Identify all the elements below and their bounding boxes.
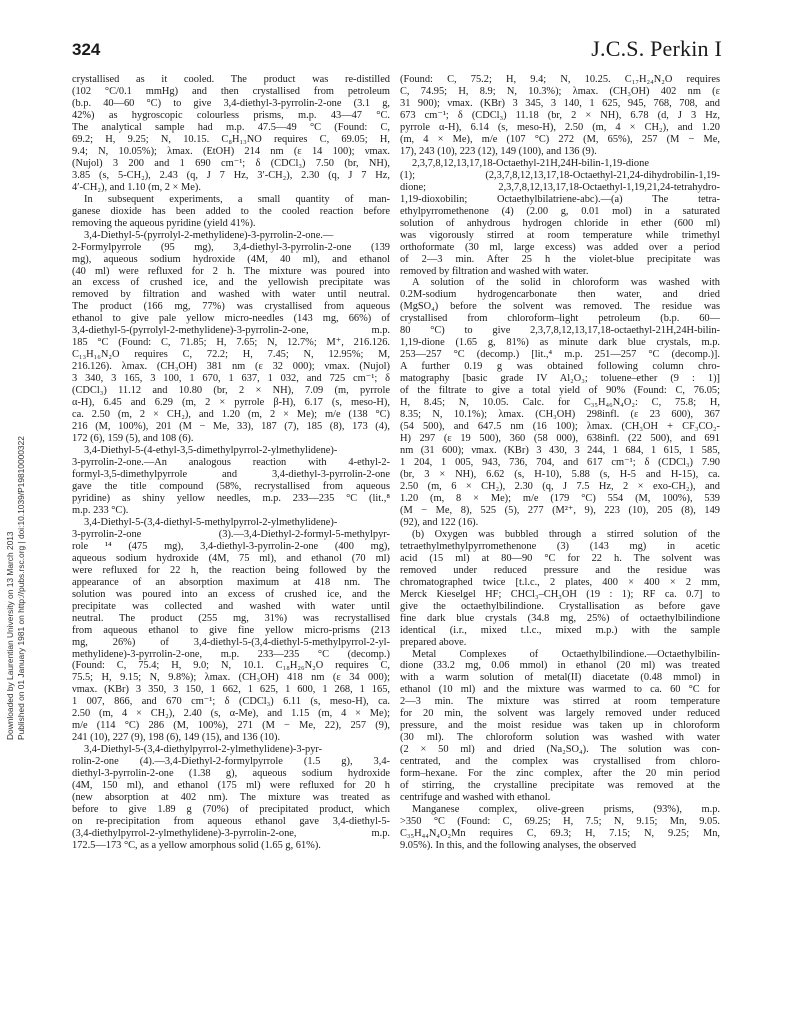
- text-line: 2-Formylpyrrole (95 mg), 3,4-diethyl-3-pyrrolin-2-one (139: [72, 241, 390, 253]
- text-line: Metal Complexes of Octaethylbilindione.—Octaethylbilin-: [412, 648, 720, 660]
- paragraph: [400, 158, 720, 278]
- text-line: (Found: C, 75.2; H, 9.4; N, 10.25. C₁₇H₂₄N₂O requires: [400, 74, 720, 85]
- text-line: (M − Me, 8), 525 (5), 277 (M²⁺, 9), 223 (10), 205 (8), 149: [400, 504, 720, 516]
- text-line: pressure, and the moist residue was taken up in chloroform: [400, 720, 720, 732]
- text-line: α-H), 6.45 and 6.29 (m, 2 × pyrrole β-H), 6.17 (s, meso-H),: [72, 397, 390, 409]
- download-watermark: [2, 120, 28, 740]
- text-line: for 20 min, the solvent was largely removed under reduced: [400, 708, 720, 720]
- text-line: 3,4-Diethyl-5-(3,4-diethylpyrrol-2-ylmethylidene)-3-pyr-: [84, 744, 323, 756]
- text-line: (54 500), and 647.5 nm (16 100); λmax. (CH₃OH + CF₃CO₂-: [400, 421, 720, 433]
- text-line: nm (31 600); νmax. (KBr) 3 430, 3 244, 1 684, 1 615, 1 585,: [400, 445, 720, 457]
- text-line: pyridine) as shiny yellow needles, m.p. 233—235 °C (lit.,⁸: [72, 492, 390, 504]
- text-line: 216 (M, 100%), 201 (M − Me, 33), 187 (7), 185 (8), 173 (4),: [72, 421, 390, 433]
- text-line: ethanol to give pale yellow micro-needles (143 mg, 66%) of: [72, 313, 390, 325]
- text-line: rolin-2-one (4).—3,4-Diethyl-2-formylpyrrole (1.5 g), 3,4-: [72, 756, 390, 768]
- text-line: centrifuge and washed with ethanol.: [400, 792, 551, 804]
- text-line: crystallised as it cooled. The product was re-distilled: [72, 74, 390, 85]
- text-line: H, 8.45; N, 10.05. Calc. for C₃₅H₄₆N₄O₂: C, 75.8; H,: [400, 397, 720, 409]
- text-line: C₃₅H₄₄N₄O₂Mn requires C, 69.3; H, 7.15; N, 9.25; Mn,: [400, 828, 720, 840]
- right-column: [400, 74, 720, 852]
- text-line: A solution of the solid in chloroform was washed with: [412, 277, 720, 289]
- text-line: 1 204, 1 005, 943, 736, 704, and 617 cm⁻¹; δ (CDCl₃) 7.90: [400, 457, 720, 468]
- text-line: 1 007, 866, and 670 cm⁻¹; δ (CDCl₃) 6.11 (s, meso-H), ca.: [72, 696, 390, 708]
- text-line: (40 ml) were refluxed for 2 h. The mixture was poured into: [72, 265, 390, 277]
- text-line: 172.5—173 °C, as a yellow amorphous solid (1.65 g, 61%).: [72, 840, 321, 851]
- text-line: 1,19-dione (1.65 g, 81%) as minute dark blue crystals, m.p.: [400, 337, 720, 349]
- text-line: 2—3 min. The mixture was stirred at room temperature: [400, 696, 720, 708]
- text-line: (br, 3 × NH), 6.62 (s, H-10), 5.88 (s, H-5 and H-15), ca.: [400, 468, 720, 480]
- text-line: 216.126). λmax. (CH₃OH) 381 nm (ε 32 000); νmax. (Nujol): [72, 361, 390, 373]
- text-line: (Nujol) 3 200 and 1 690 cm⁻¹; δ (CDCl₃) 7.50 (br, NH),: [72, 157, 390, 169]
- text-line: 4′-CH₂), and 1.10 (m, 2 × Me).: [72, 181, 201, 193]
- text-line: In subsequent experiments, a small quantity of man-: [84, 193, 390, 205]
- text-line: C₁₃H₁₆N₂O requires C, 72.2; H, 7.45; N, 12.95%; M,: [72, 349, 390, 361]
- text-line: 8.35; N, 10.1%); λmax. (CH₃OH) 298infl. (ε 23 600), 367: [400, 409, 720, 421]
- text-line: 185 °C (Found: C, 71.85; H, 7.65; N, 12.7%; M⁺, 216.126.: [72, 337, 390, 349]
- text-line: mg), aqueous sodium hydroxide (4M, 40 ml), and ethanol: [72, 253, 390, 265]
- text-line: 3,4-Diethyl-5-(3,4-diethyl-5-methylpyrrol-2-ylmethylidene)-: [84, 516, 338, 528]
- text-line: pyrrole α-H), 6.14 (s, meso-H), 2.50 (m, 4 × CH₂), and 1.20: [400, 121, 720, 133]
- text-line: were refluxed for 22 h, the reaction being followed by the: [72, 564, 390, 576]
- text-line: 2.50 (m, 4 × CH₂), 2.40 (s, α-Me), and 1.15 (m, 4 × Me);: [72, 708, 390, 720]
- text-line: fine dark blue crystals (34.8 mg, 25%) of octaethylbilindione: [400, 612, 720, 624]
- downloaded-notice: Downloaded by Laurentian University on 13 March 2013: [5, 531, 15, 740]
- text-line: 3.85 (s, 5-CH₂), 2.43 (q, J 7 Hz, 3′-CH₂), 2.30 (q, J 7 Hz,: [72, 169, 390, 181]
- text-line: dione (33.2 mg, 0.06 mmol) in ethanol (20 ml) was treated: [400, 660, 720, 672]
- text-line: before to give 1.89 g (70%) of precipitated product, which: [72, 804, 390, 816]
- text-line: 69.2; H, 9.25; N, 10.15. C₈H₁₃NO requires C, 69.05; H,: [72, 133, 390, 145]
- page-number: 324: [72, 40, 101, 59]
- text-line: removed by filtration and washed with water until neutral.: [72, 289, 390, 301]
- text-line: 1.20 (m, 8 × Me); m/e (179 °C) 554 (M, 100%), 539: [400, 492, 720, 504]
- paragraph: [72, 744, 390, 852]
- text-line: prepared above.: [400, 636, 467, 648]
- text-line: (MgSO₄) before the solvent was removed. The residue was: [400, 301, 720, 313]
- published-notice: Published on 01 January 1981 on http://pubs.rsc.org | doi:10.1039/P19810000322: [16, 436, 26, 740]
- text-line: 241 (10), 227 (9), 198 (6), 149 (15), and 136 (10).: [72, 732, 281, 744]
- text-line: 17), 243 (10), 223 (12), 149 (100), and 136 (9).: [400, 145, 597, 157]
- text-line: 0.2M-sodium hydrogencarbonate then water, and dried: [400, 289, 720, 301]
- text-line: of the filtrate to give a total yield of 90% (Found: C, 76.05;: [400, 385, 720, 397]
- text-line: H) 297 (ε 19 500), 360 (58 000), 638infl. (22 500), and 691: [400, 433, 720, 445]
- text-line: (92), and 122 (16).: [400, 516, 479, 528]
- text-line: solution of anhydrous hydrogen chloride in ether (600 ml): [400, 217, 720, 229]
- text-line: methylidene)-3-pyrrolin-2-one, m.p. 233—235 °C (decomp.): [72, 648, 390, 660]
- text-line: νmax. (KBr) 3 350, 3 150, 1 662, 1 625, 1 600, 1 268, 1 165,: [72, 684, 390, 696]
- text-line: ganese dioxide has been added to the cooled reaction before: [72, 205, 390, 217]
- text-line: centrated, and the complex was crystallised from chloro-: [400, 756, 720, 768]
- text-line: from aqueous ethanol to give fine yellow micro-prisms (213: [72, 624, 390, 636]
- text-line: removed under reduced pressure and the residue was: [400, 564, 720, 576]
- text-line: 42%) as hygroscopic colourless prisms, m.p. 43—47 °C.: [72, 109, 390, 121]
- text-line: role ¹⁴ (475 mg), 3,4-diethyl-3-pyrrolin-2-one (400 mg),: [72, 540, 390, 552]
- text-line: 673 cm⁻¹; δ (CDCl₃) 11.18 (br, 2 × NH), 6.78 (d, J 3 Hz,: [400, 109, 720, 121]
- text-line: ethanol (10 ml) and the mixture was warmed to ca. 60 °C for: [400, 684, 720, 696]
- text-line: 3,4-Diethyl-5-(4-ethyl-3,5-dimethylpyrrol-2-ylmethylidene)-: [84, 445, 338, 457]
- text-line: Manganese complex, olive-green prisms, (93%), m.p.: [412, 804, 720, 816]
- paragraph: [72, 194, 390, 230]
- text-line: (3,4-diethylpyrrol-2-ylmethylidene)-3-pyrrolin-2-one, m.p.: [72, 828, 390, 840]
- text-line: (30 ml). The chloroform solution was washed with water: [400, 732, 720, 744]
- text-line: removed by filtration and washed with water.: [400, 265, 589, 277]
- text-line: 3-pyrrolin-2-one.—An analogous reaction with 4-ethyl-2-: [72, 457, 390, 468]
- text-line: 9.4; N, 10.05%); λmax. (EtOH) 214 nm (ε 14 100); νmax.: [72, 145, 390, 157]
- paragraph: [400, 529, 720, 649]
- text-line: gave the title compound (58%, recrystallised from aqueous: [72, 480, 390, 492]
- text-line: A further 0.19 g was obtained following column chro-: [400, 361, 720, 373]
- text-line: crystallised from chloroform–light petroleum (b.p. 60—: [400, 313, 720, 325]
- text-line: an excess of crushed ice, and the yellowish precipitate was: [72, 277, 390, 289]
- text-line: 1,19-dioxobilin; Octaethylbilatriene-abc).—(a) The tetra-: [400, 193, 720, 205]
- text-line: 31 900); νmax. (KBr) 3 345, 3 140, 1 625, 945, 768, 708, and: [400, 97, 720, 109]
- paragraph: [400, 74, 720, 158]
- text-line: m.p. 233 °C).: [72, 504, 129, 516]
- text-line: neutral. The product (255 mg, 31%) was recrystallised: [72, 612, 390, 624]
- text-line: (1); (2,3,7,8,12,13,17,18-Octaethyl-21,24-dihydrobilin-1,19-: [400, 169, 720, 181]
- paragraph: [72, 517, 390, 744]
- text-line: of 2—3 min. After 25 h the violet-blue precipitate was: [400, 253, 720, 265]
- text-line: was vigorously stirred at room temperature while trimethyl: [400, 229, 720, 241]
- text-line: 2,3,7,8,12,13,17,18-Octaethyl-21H,24H-bilin-1,19-dione: [412, 157, 649, 169]
- text-line: 9.05%). In this, and the following analyses, the observed: [400, 840, 637, 851]
- text-line: 3,4-diethyl-5-(pyrrolyl-2-methylidene)-3-pyrrolin-2-one, m.p.: [72, 325, 390, 337]
- text-line: (m, 4 × Me), m/e (107 °C) 272 (M, 65%), 257 (M − Me,: [400, 133, 720, 145]
- text-line: matography [basic grade IV Al₂O₃; toluene–ether (9 : 1)]: [400, 373, 720, 385]
- paragraph: [72, 74, 390, 194]
- text-line: of stirring, the crystalline precipitate was removed at the: [400, 780, 720, 792]
- text-line: tetraethylmethylpyrromethenone (3) (143 mg) in acetic: [400, 540, 720, 552]
- text-line: m/e (114 °C) 286 (M, 100%), 271 (M − Me, 22), 257 (9),: [72, 720, 390, 732]
- paragraph: [72, 445, 390, 517]
- text-line: formyl-3,5-dimethylpyrrole and 3,4-diethyl-3-pyrrolin-2-one: [72, 468, 390, 480]
- text-line: dione; 2,3,7,8,12,13,17,18-Octaethyl-1,19,21,24-tetrahydro-: [400, 181, 720, 193]
- text-line: Merck Kieselgel HF; CHCl₃–CH₃OH (19 : 1); RF ca. 0.7] to: [400, 588, 720, 600]
- text-line: orthoformate (30 ml, large excess) was added over a period: [400, 241, 720, 253]
- text-line: (CDCl₃) 11.12 and 10.80 (br, 2 × NH), 7.09 (m, pyrrole: [72, 385, 390, 397]
- text-line: removing the aqueous pyridine (yield 41%).: [72, 217, 256, 229]
- text-line: 3,4-Diethyl-5-(pyrrolyl-2-methylidene)-3-pyrrolin-2-one.—: [84, 229, 334, 241]
- text-line: mg, 26%) of 3,4-diethyl-5-(3,4-diethyl-5-methylpyrrol-2-yl-: [72, 636, 390, 648]
- text-line: (b.p. 40—60 °C) to give 3,4-diethyl-3-pyrrolin-2-one (3.1 g,: [72, 97, 390, 109]
- text-line: 75.5; H, 9.15; N, 9.8%); λmax. (CH₃OH) 418 nm (ε 34 000);: [72, 672, 390, 684]
- text-line: 253—257 °C (decomp.) [lit.,⁴ m.p. 251—257 °C (decomp.)].: [400, 349, 720, 361]
- text-line: on re-precipitation from aqueous ethanol gave 3,4-diethyl-5-: [72, 816, 390, 828]
- text-line: (Found: C, 75.4; H, 9.0; N, 10.1. C₁₈H₂₆N₂O requires C,: [72, 660, 390, 672]
- page-header: [72, 36, 722, 64]
- text-line: identical (i.r., mixed t.l.c., mixed m.p.) with the sample: [400, 624, 720, 636]
- text-line: (4M, 150 ml), and ethanol (175 ml) were refluxed for 20 h: [72, 780, 390, 792]
- text-line: appearance of an absorption maximum at 418 nm. The: [72, 576, 390, 588]
- paragraph: [400, 277, 720, 528]
- text-line: 172 (6), 159 (5), and 108 (6).: [72, 433, 194, 445]
- paragraph: [400, 649, 720, 805]
- text-line: 80 °C) to give 2,3,7,8,12,13,17,18-octaethyl-21H,24H-bilin-: [400, 325, 720, 337]
- text-line: form–hexane. For the zinc complex, after the 20 min period: [400, 768, 720, 780]
- journal-title: J.C.S. Perkin I: [591, 36, 722, 61]
- text-line: (new absorption at 402 nm). The mixture was treated as: [72, 792, 390, 804]
- text-line: 3-pyrrolin-2-one (3).—3,4-Diethyl-2-formyl-5-methylpyr-: [72, 528, 390, 540]
- text-line: (102 °C/0.1 mmHg) and then crystallised from petroleum: [72, 85, 390, 97]
- text-line: 3 340, 3 165, 3 100, 1 670, 1 637, 1 032, and 725 cm⁻¹; δ: [72, 373, 390, 385]
- text-line: (b) Oxygen was bubbled through a stirred solution of the: [412, 528, 720, 540]
- text-line: acid (15 ml) at 80—90 °C for 22 h. The solvent was: [400, 552, 720, 564]
- text-line: diethyl-3-pyrrolin-2-one (1.38 g), aqueous sodium hydroxide: [72, 768, 390, 780]
- left-column: [72, 74, 390, 852]
- text-line: give the octaethylbilindione. Crystallisation as before gave: [400, 600, 720, 612]
- text-line: >350 °C (Found: C, 69.25; H, 7.5; N, 9.15; Mn, 9.05.: [400, 816, 720, 828]
- paragraph: [400, 804, 720, 852]
- text-line: (2 × 50 ml) and dried (Na₂SO₄). The solution was con-: [400, 744, 720, 756]
- text-line: The product (166 mg, 77%) was crystallised from aqueous: [72, 301, 390, 313]
- text-line: 2.50 (m, 6 × CH₂), 2.30 (q, J 7.5 Hz, 2 × exo-CH₂), and: [400, 480, 720, 492]
- text-line: with a warm solution of metal(II) diacetate (0.48 mmol) in: [400, 672, 720, 684]
- paragraph: [72, 230, 390, 445]
- text-line: The analytical sample had m.p. 47.5—49 °C (Found: C,: [72, 121, 390, 133]
- text-line: ca. 2.50 (m, 2 × CH₂), and 1.20 (m, 2 × Me); m/e (138 °C): [72, 409, 390, 421]
- text-line: solution was poured into an excess of crushed ice, and the: [72, 588, 390, 600]
- text-line: precipitate was collected and washed with water until: [72, 600, 390, 612]
- text-line: ethylpyrromethenone (4) (2.00 g, 0.01 mol) in a saturated: [400, 205, 720, 217]
- text-line: aqueous sodium hydroxide (4M, 75 ml), and ethanol (70 ml): [72, 552, 390, 564]
- text-line: C, 74.95; H, 8.9; N, 10.3%); λmax. (CH₃OH) 402 nm (ε: [400, 85, 720, 97]
- text-line: chromatographed twice [t.l.c., 2 plates, 400 × 400 × 2 mm,: [400, 576, 720, 588]
